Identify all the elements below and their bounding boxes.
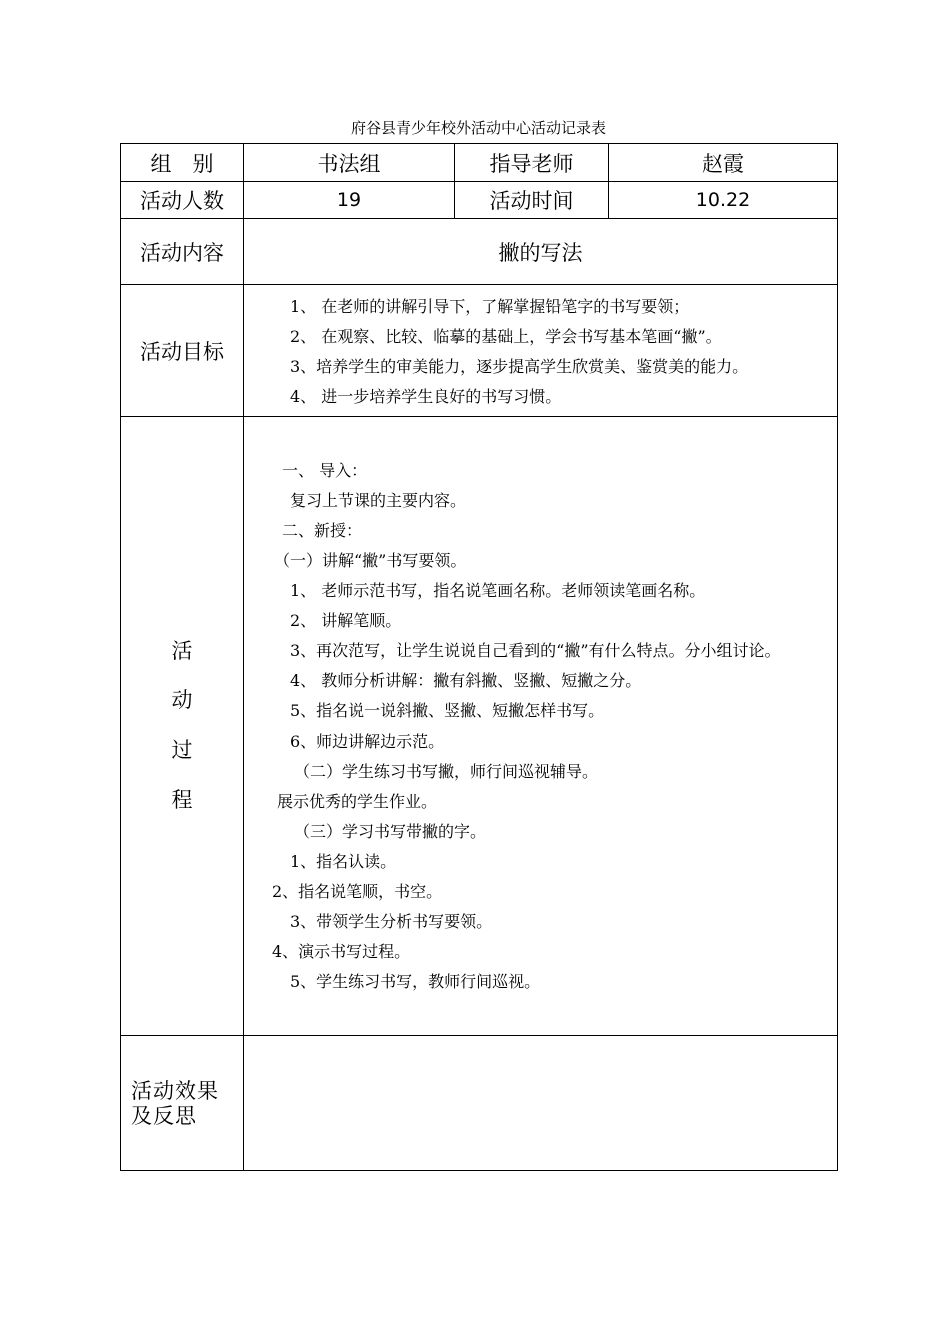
process-line: 复习上节课的主要内容。 bbox=[290, 490, 467, 510]
activity-record-table bbox=[120, 143, 838, 1171]
row-goals bbox=[121, 285, 838, 417]
content-label: 活动内容 bbox=[121, 219, 244, 285]
process-line: 3、带领学生分析书写要领。 bbox=[290, 912, 493, 932]
process-line: 2、 讲解笔顺。 bbox=[290, 611, 402, 631]
row-reflection bbox=[121, 1036, 838, 1171]
process-label-char: 活 bbox=[171, 638, 193, 663]
process-line: 5、学生练习书写，教师行间巡视。 bbox=[290, 972, 541, 992]
process-line: 1、 老师示范书写，指名说笔画名称。老师领读笔画名称。 bbox=[290, 581, 706, 601]
goal-item: 4、 进一步培养学生良好的书写习惯。 bbox=[290, 386, 562, 406]
process-line: 2、指名说笔顺，书空。 bbox=[272, 881, 443, 901]
process-line: （三）学习书写带撇的字。 bbox=[294, 821, 487, 841]
row-process bbox=[121, 417, 838, 1036]
goal-item: 1、 在老师的讲解引导下，了解掌握铅笔字的书写要领； bbox=[290, 296, 690, 316]
reflection-label: 活动效果及反思 bbox=[121, 1036, 244, 1171]
process-line: 6、师边讲解边示范。 bbox=[290, 731, 445, 751]
row-content bbox=[121, 219, 838, 285]
process-line: 4、 教师分析讲解：撇有斜撇、竖撇、短撇之分。 bbox=[290, 671, 642, 691]
participant-count-label: 活动人数 bbox=[121, 182, 244, 219]
process-line: 4、演示书写过程。 bbox=[272, 942, 411, 962]
process-label-char: 过 bbox=[171, 738, 193, 762]
process-label-char: 程 bbox=[171, 787, 193, 812]
process-label-char: 动 bbox=[171, 688, 193, 713]
reflection-value[interactable] bbox=[244, 1036, 838, 1171]
process-line: 1、指名认读。 bbox=[290, 851, 397, 871]
teacher-value: 赵霞 bbox=[609, 144, 838, 182]
process-content bbox=[244, 417, 838, 1036]
teacher-label: 指导老师 bbox=[455, 144, 609, 182]
goals-label: 活动目标 bbox=[121, 285, 244, 417]
goal-item: 3、培养学生的审美能力，逐步提高学生欣赏美、鉴赏美的能力。 bbox=[290, 356, 749, 376]
content-value: 撇的写法 bbox=[244, 219, 838, 285]
process-line: 5、指名说一说斜撇、竖撇、短撇怎样书写。 bbox=[290, 701, 605, 721]
participant-count-value: 19 bbox=[244, 182, 455, 219]
process-line: 3、再次范写，让学生说说自己看到的“撇”有什么特点。分小组讨论。 bbox=[290, 641, 781, 661]
process-line: 展示优秀的学生作业。 bbox=[277, 791, 438, 811]
process-line: 一、 导入： bbox=[282, 460, 368, 480]
process-line: （二）学生练习书写撇，师行间巡视辅导。 bbox=[294, 761, 599, 781]
page-title: 府谷县青少年校外活动中心活动记录表 bbox=[350, 119, 606, 137]
goals-list bbox=[244, 285, 838, 417]
process-line: 二、新授： bbox=[282, 520, 363, 540]
row-count-time bbox=[121, 182, 838, 219]
activity-time-value: 10.22 bbox=[609, 182, 838, 219]
row-group bbox=[121, 144, 838, 182]
group-value: 书法组 bbox=[244, 144, 455, 182]
group-label: 组 别 bbox=[121, 144, 244, 182]
process-label bbox=[121, 417, 244, 1036]
process-line: （一）讲解“撇”书写要领。 bbox=[274, 550, 467, 570]
activity-time-label: 活动时间 bbox=[455, 182, 609, 219]
goal-item: 2、 在观察、比较、临摹的基础上，学会书写基本笔画“撇”。 bbox=[290, 326, 722, 346]
